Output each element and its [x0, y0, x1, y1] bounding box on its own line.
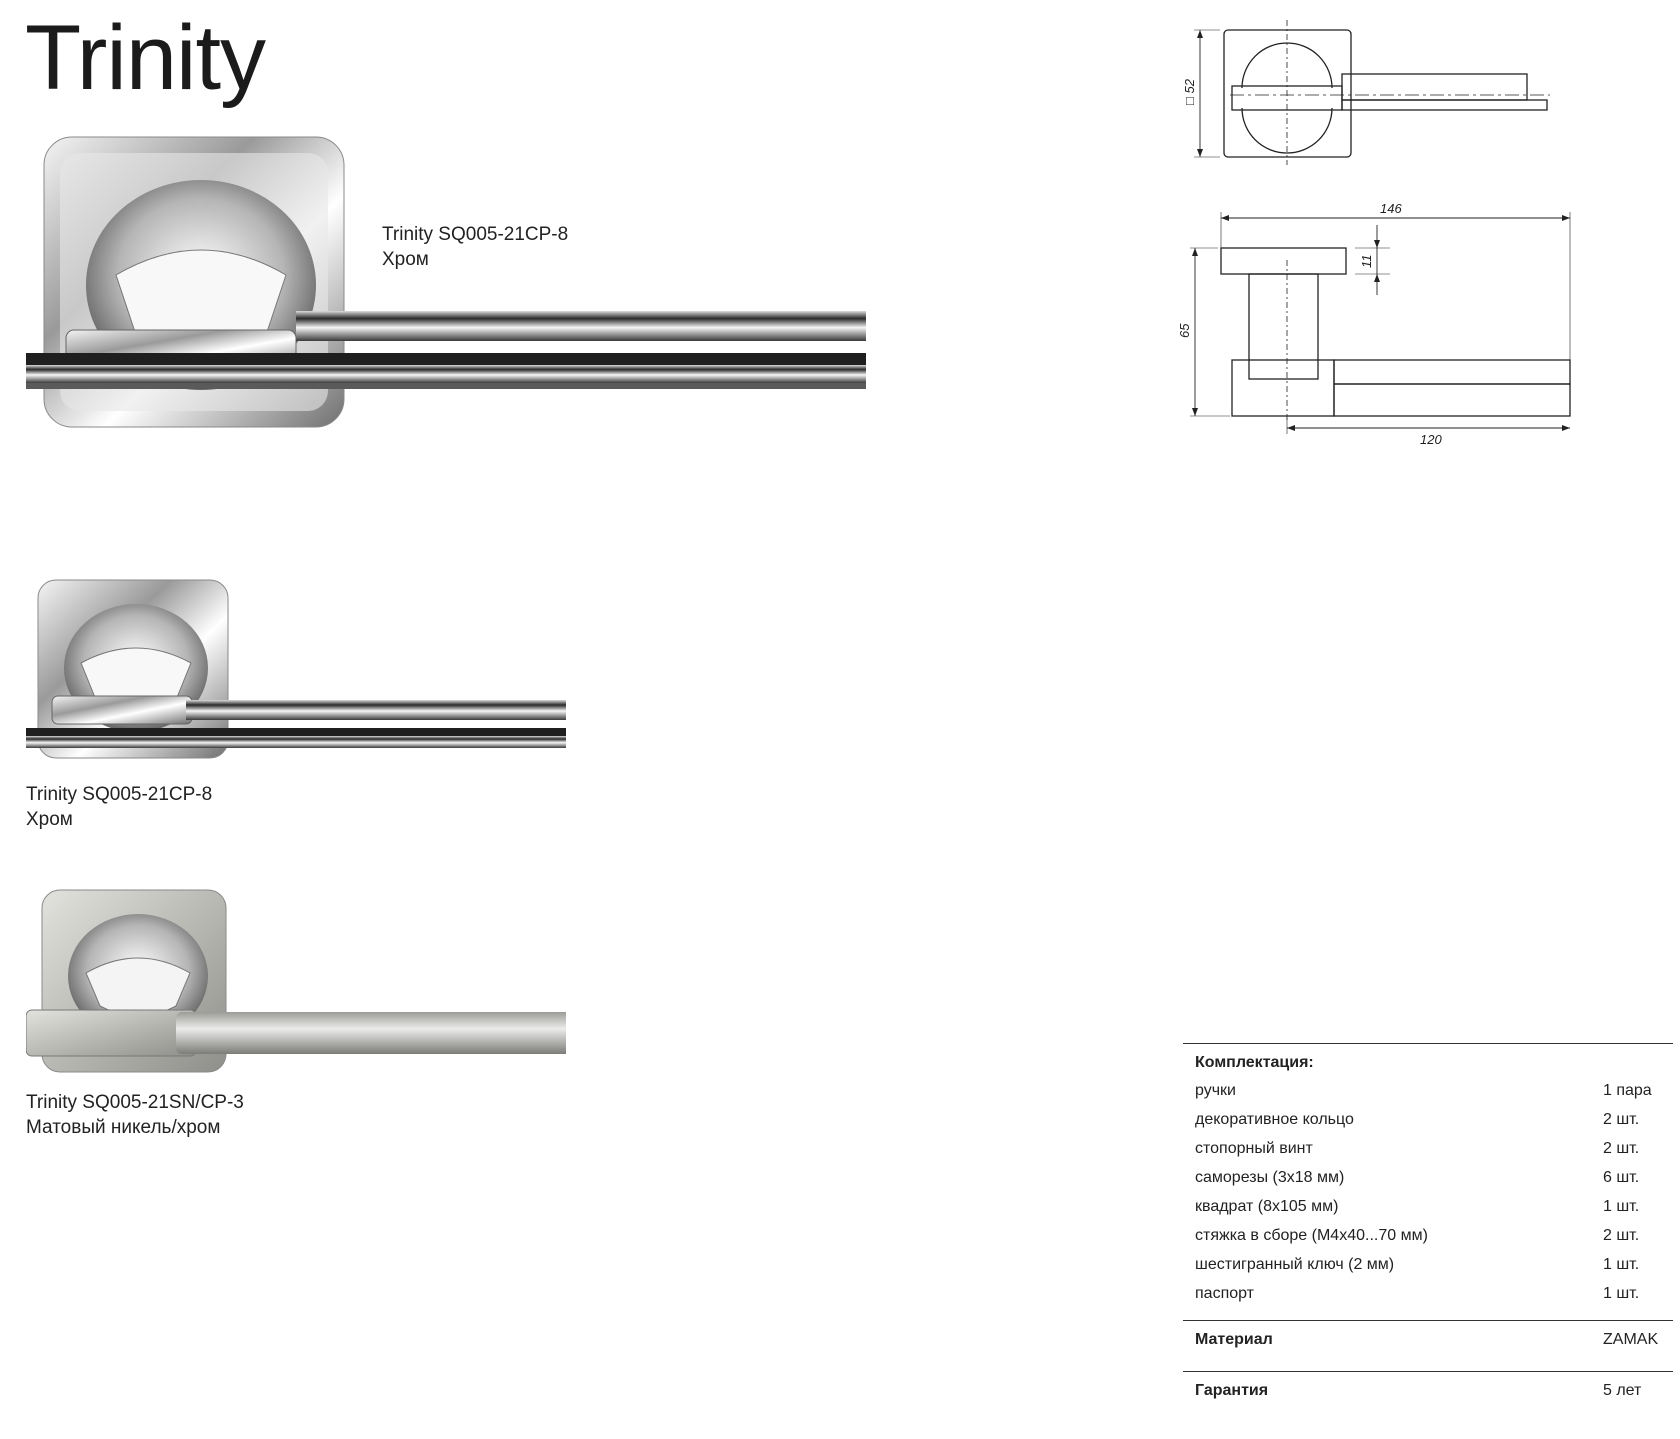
- product-model: Trinity SQ005-21CP-8: [382, 224, 569, 245]
- kit-item-name: стяжка в сборе (М4х40...70 мм): [1195, 1226, 1428, 1244]
- material-label: Материал: [1195, 1331, 1273, 1348]
- material-row: [1183, 1321, 1673, 1359]
- product-finish: Хром: [382, 249, 429, 270]
- list-item: [1183, 1134, 1673, 1163]
- technical-drawing: [1170, 20, 1590, 465]
- product-model: Trinity SQ005-21CP-8: [26, 784, 213, 805]
- dim-rose-thickness: 11: [1359, 254, 1374, 268]
- product-caption-3: [26, 1090, 244, 1140]
- kit-item-qty: 2 шт.: [1603, 1139, 1640, 1157]
- product-photo-nickel: [26, 888, 566, 1078]
- list-item: [1183, 1279, 1673, 1308]
- product-photo-medium: [26, 578, 566, 768]
- kit-heading: Комплектация:: [1195, 1054, 1314, 1071]
- dim-lever-length: 120: [1420, 432, 1442, 447]
- material-value: ZAMAK: [1603, 1331, 1659, 1348]
- kit-item-qty: 1 шт.: [1603, 1255, 1640, 1273]
- dim-total-length: 146: [1380, 201, 1402, 216]
- kit-item-qty: 1 пара: [1603, 1081, 1652, 1099]
- list-item: [1183, 1105, 1673, 1134]
- warranty-row: [1183, 1372, 1673, 1410]
- page-title: Trinity: [25, 7, 266, 109]
- kit-item-name: декоративное кольцо: [1195, 1110, 1354, 1128]
- list-item: [1183, 1250, 1673, 1279]
- kit-item-qty: 6 шт.: [1603, 1168, 1640, 1186]
- kit-item-name: стопорный винт: [1195, 1139, 1313, 1157]
- kit-item-name: паспорт: [1195, 1284, 1254, 1302]
- list-item: [1183, 1076, 1673, 1105]
- dim-height: 65: [1177, 323, 1192, 338]
- warranty-value: 5 лет: [1603, 1382, 1642, 1399]
- warranty-label: Гарантия: [1195, 1382, 1269, 1399]
- list-item: [1183, 1221, 1673, 1250]
- product-finish: Хром: [26, 809, 73, 830]
- kit-item-qty: 1 шт.: [1603, 1284, 1640, 1302]
- kit-item-qty: 1 шт.: [1603, 1197, 1640, 1215]
- kit-item-name: шестигранный ключ (2 мм): [1195, 1255, 1395, 1273]
- kit-item-qty: 2 шт.: [1603, 1226, 1640, 1244]
- kit-item-name: ручки: [1195, 1081, 1236, 1099]
- product-caption-2: [26, 782, 212, 832]
- kit-item-name: саморезы (3х18 мм): [1195, 1168, 1345, 1186]
- list-item: [1183, 1192, 1673, 1221]
- kit-list: [1183, 1076, 1673, 1308]
- product-model: Trinity SQ005-21SN/CP-3: [26, 1092, 244, 1113]
- product-caption-1: [382, 222, 568, 272]
- product-photo-large: [26, 135, 886, 455]
- spec-table: [1183, 1043, 1673, 1410]
- kit-item-qty: 2 шт.: [1603, 1110, 1640, 1128]
- dim-rosette-size: □ 52: [1182, 79, 1197, 105]
- product-finish: Матовый никель/хром: [26, 1117, 221, 1138]
- kit-item-name: квадрат (8х105 мм): [1195, 1197, 1339, 1215]
- list-item: [1183, 1163, 1673, 1192]
